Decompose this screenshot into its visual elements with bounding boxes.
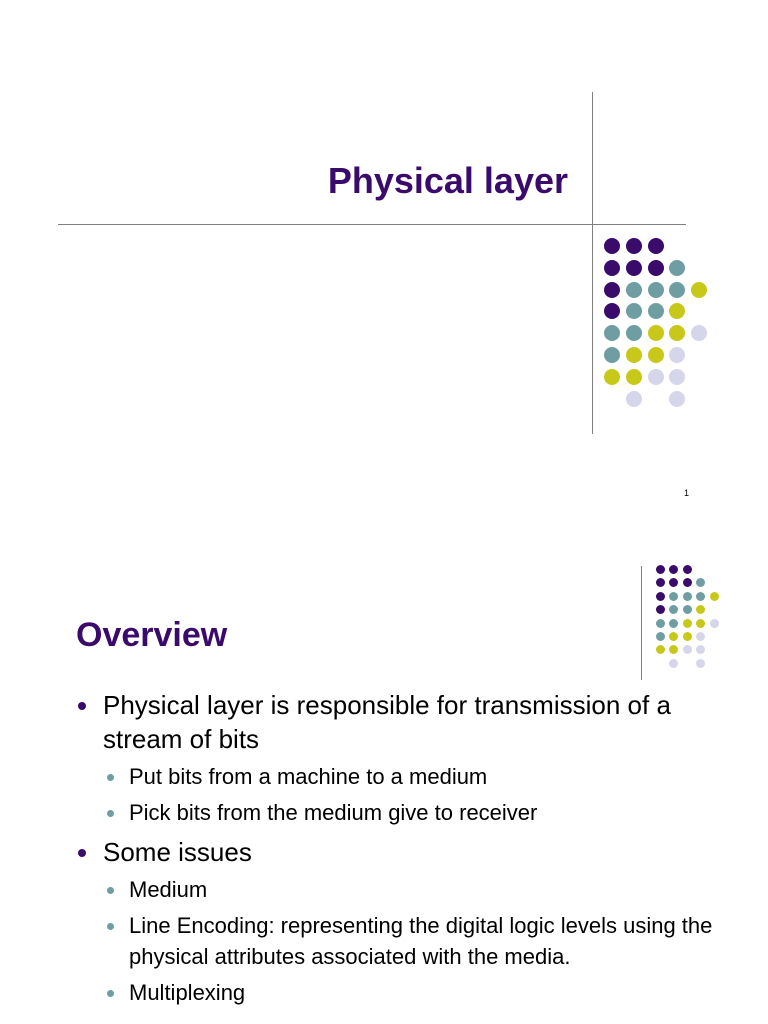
decorative-dot	[626, 347, 642, 363]
decorative-dot	[604, 325, 620, 341]
decorative-dot	[656, 605, 665, 614]
decorative-dot	[656, 578, 665, 587]
bullet-text: Physical layer is responsible for transmission of a stream of bits	[103, 690, 671, 754]
decorative-dot	[669, 565, 678, 574]
decorative-dot	[669, 369, 685, 385]
decorative-dot	[683, 578, 692, 587]
decorative-dot	[691, 325, 707, 341]
decorative-dot	[669, 645, 678, 654]
sub-bullet-text: Put bits from a machine to a medium	[129, 764, 488, 789]
decorative-dot	[626, 369, 642, 385]
decorative-dot	[604, 282, 620, 298]
bullet-item	[76, 688, 716, 756]
sub-bullet-text: Multiplexing	[129, 980, 246, 1005]
slide-title: Physical layer	[327, 160, 568, 201]
sub-bullet-text: Line Encoding: representing the digital logic levels using the physical attributes associated with the media.	[129, 913, 713, 969]
decorative-dot	[604, 238, 620, 254]
bullet-item	[76, 835, 716, 869]
decorative-dot	[683, 619, 692, 628]
decorative-dot	[696, 632, 705, 641]
decorative-dot	[683, 632, 692, 641]
sub-bullet-text: Medium	[129, 877, 208, 902]
decorative-dot	[656, 632, 665, 641]
sub-bullet-item	[103, 874, 716, 905]
decorative-dot	[683, 605, 692, 614]
decorative-dot	[669, 605, 678, 614]
decorative-dot	[626, 303, 642, 319]
decorative-dot	[648, 325, 664, 341]
decorative-dot	[604, 303, 620, 319]
decorative-dot	[648, 347, 664, 363]
decorative-dot	[669, 260, 685, 276]
decorative-dot	[669, 282, 685, 298]
slide-title: Overview	[76, 616, 228, 654]
sub-bullet-icon	[107, 923, 114, 930]
decorative-dot	[626, 391, 642, 407]
decorative-dot	[683, 592, 692, 601]
decorative-dot	[626, 325, 642, 341]
sub-bullet-icon	[107, 810, 114, 817]
decorative-dot	[669, 325, 685, 341]
decorative-dot	[648, 369, 664, 385]
decorative-dot	[710, 619, 719, 628]
sub-bullet-icon	[107, 887, 114, 894]
sub-bullet-item	[103, 977, 716, 1008]
sub-bullet-item	[103, 761, 716, 792]
bullet-list	[76, 688, 716, 1008]
sub-bullet-icon	[107, 774, 114, 781]
decorative-dot	[696, 578, 705, 587]
decorative-dot	[669, 659, 678, 668]
vertical-rule	[641, 566, 642, 680]
decorative-dot	[626, 238, 642, 254]
decorative-dot	[604, 260, 620, 276]
decorative-dot	[604, 369, 620, 385]
decorative-dot	[669, 347, 685, 363]
sub-bullet-item	[103, 910, 716, 972]
vertical-rule	[592, 92, 593, 434]
decorative-dot	[656, 619, 665, 628]
decorative-dot	[696, 619, 705, 628]
decorative-dot	[696, 645, 705, 654]
decorative-dot	[656, 565, 665, 574]
decorative-dot	[669, 592, 678, 601]
horizontal-rule	[58, 224, 686, 225]
decorative-dot	[683, 645, 692, 654]
decorative-dot	[604, 347, 620, 363]
page-number: 1	[684, 488, 690, 498]
decorative-dot	[626, 282, 642, 298]
decorative-dot	[648, 303, 664, 319]
bullet-icon	[78, 702, 86, 710]
decorative-dot	[656, 592, 665, 601]
decorative-dot	[696, 605, 705, 614]
decorative-dot	[648, 260, 664, 276]
decorative-dot	[696, 592, 705, 601]
decorative-dot	[669, 619, 678, 628]
overview-slide	[0, 540, 768, 1024]
decorative-dot	[691, 282, 707, 298]
sub-bullet-text: Pick bits from the medium give to receiver	[129, 800, 538, 825]
bullet-icon	[78, 849, 86, 857]
decorative-dot	[626, 260, 642, 276]
decorative-dot	[669, 303, 685, 319]
decorative-dot	[696, 659, 705, 668]
decorative-dot	[669, 578, 678, 587]
sub-bullet-icon	[107, 990, 114, 997]
decorative-dot	[648, 282, 664, 298]
decorative-dot	[710, 592, 719, 601]
decorative-dot	[656, 645, 665, 654]
decorative-dot	[669, 632, 678, 641]
decorative-dot	[683, 565, 692, 574]
decorative-dot	[669, 391, 685, 407]
bullet-text: Some issues	[103, 837, 252, 867]
decorative-dot	[648, 238, 664, 254]
sub-bullet-item	[103, 797, 716, 828]
